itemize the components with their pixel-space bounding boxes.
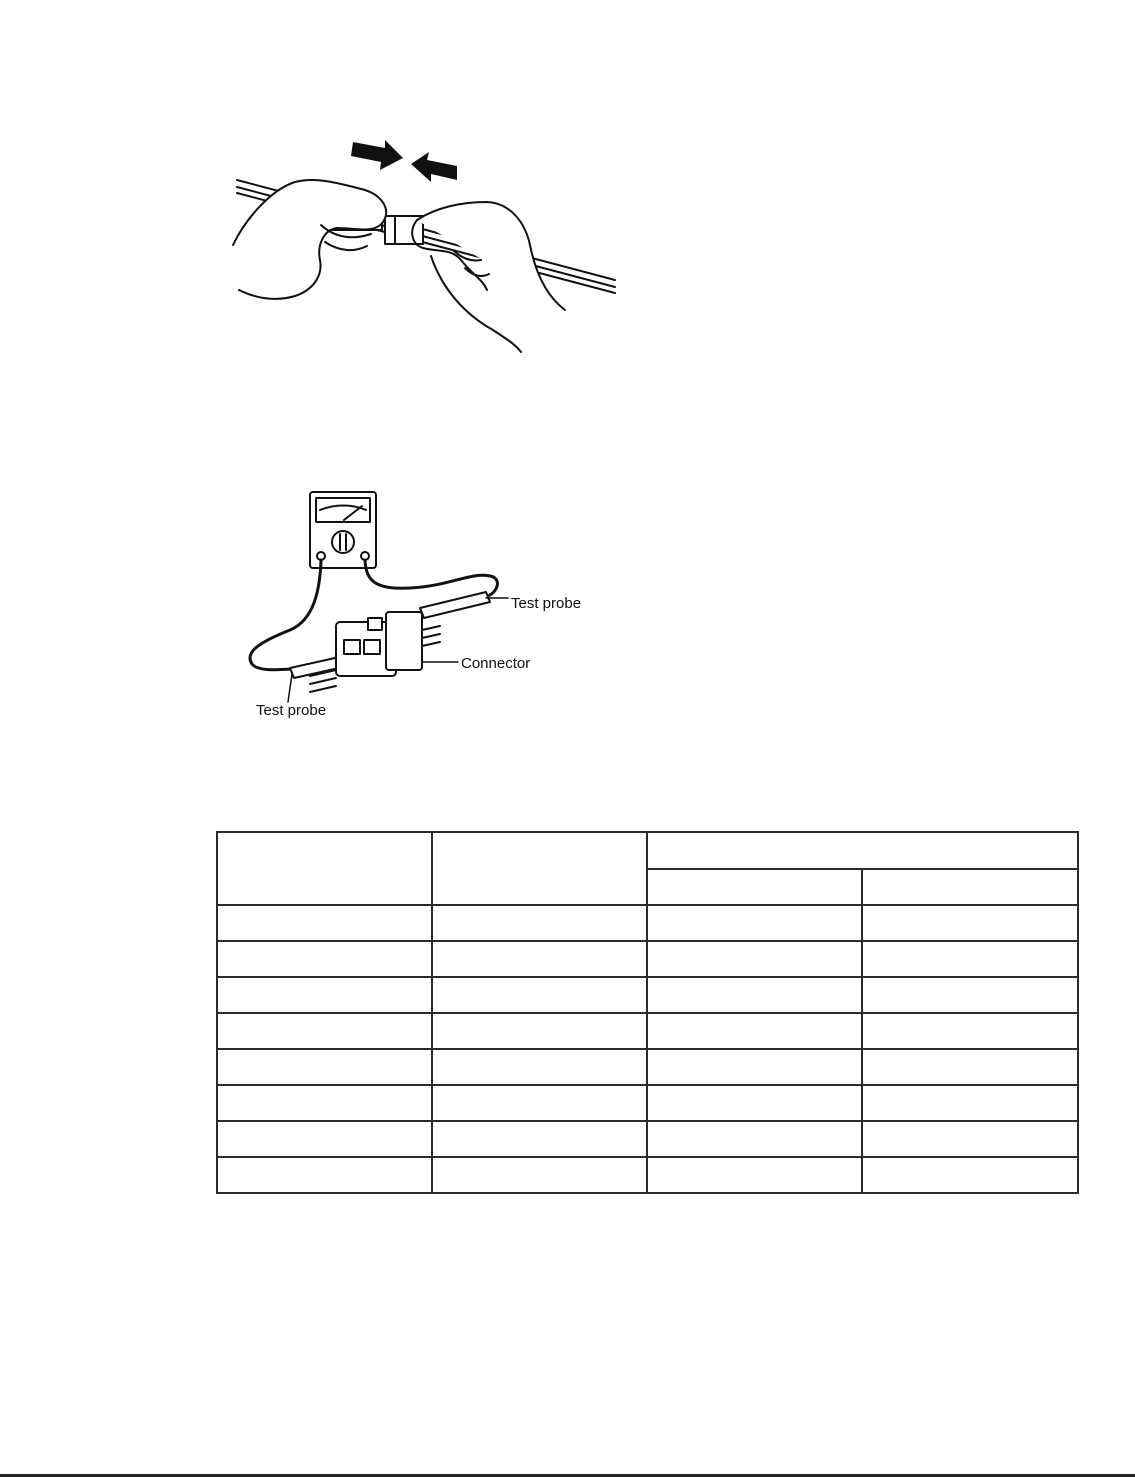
table-cell [217,1049,432,1085]
table-cell [432,1049,647,1085]
table-row [217,977,1078,1013]
table-cell [432,1085,647,1121]
table-cell [217,1013,432,1049]
table-cell [862,1085,1078,1121]
test-probe-label-left: Test probe [256,702,327,719]
table-cell [217,941,432,977]
table-cell [217,1157,432,1193]
table-row [217,905,1078,941]
table-cell [647,1121,862,1157]
table-cell [647,977,862,1013]
table-header-cell [432,832,647,905]
table-header-row [217,832,1078,869]
table-cell [862,1049,1078,1085]
table-cell [432,977,647,1013]
table-cell [432,941,647,977]
table-cell [862,1013,1078,1049]
table-cell [647,1157,862,1193]
table-cell [862,1121,1078,1157]
table-row [217,1013,1078,1049]
hands-joining-connector-illustration [225,130,625,360]
table-row [217,1085,1078,1121]
connector-joining-figure [225,130,625,360]
table-cell [217,977,432,1013]
table-row [217,941,1078,977]
table-cell [432,905,647,941]
table-cell [647,1049,862,1085]
table-cell [432,1013,647,1049]
table-cell [647,905,862,941]
table-cell [862,941,1078,977]
table-header-cell [217,832,432,905]
table-cell [647,1085,862,1121]
table-cell [862,905,1078,941]
table-cell [647,1013,862,1049]
table-cell [217,1085,432,1121]
table-cell [217,905,432,941]
table-header-cell [647,869,862,905]
table-header-cell [862,869,1078,905]
table-cell [432,1121,647,1157]
test-probe-label-right: Test probe [511,595,582,612]
table-cell [647,941,862,977]
table-cell [862,977,1078,1013]
table-cell [862,1157,1078,1193]
table-row [217,1049,1078,1085]
table-cell [432,1157,647,1193]
spec-table [216,831,1079,1194]
table-row [217,1121,1078,1157]
table-row [217,1157,1078,1193]
table-header-group-cell [647,832,1078,869]
connector-label: Connector [461,655,531,672]
table-cell [217,1121,432,1157]
